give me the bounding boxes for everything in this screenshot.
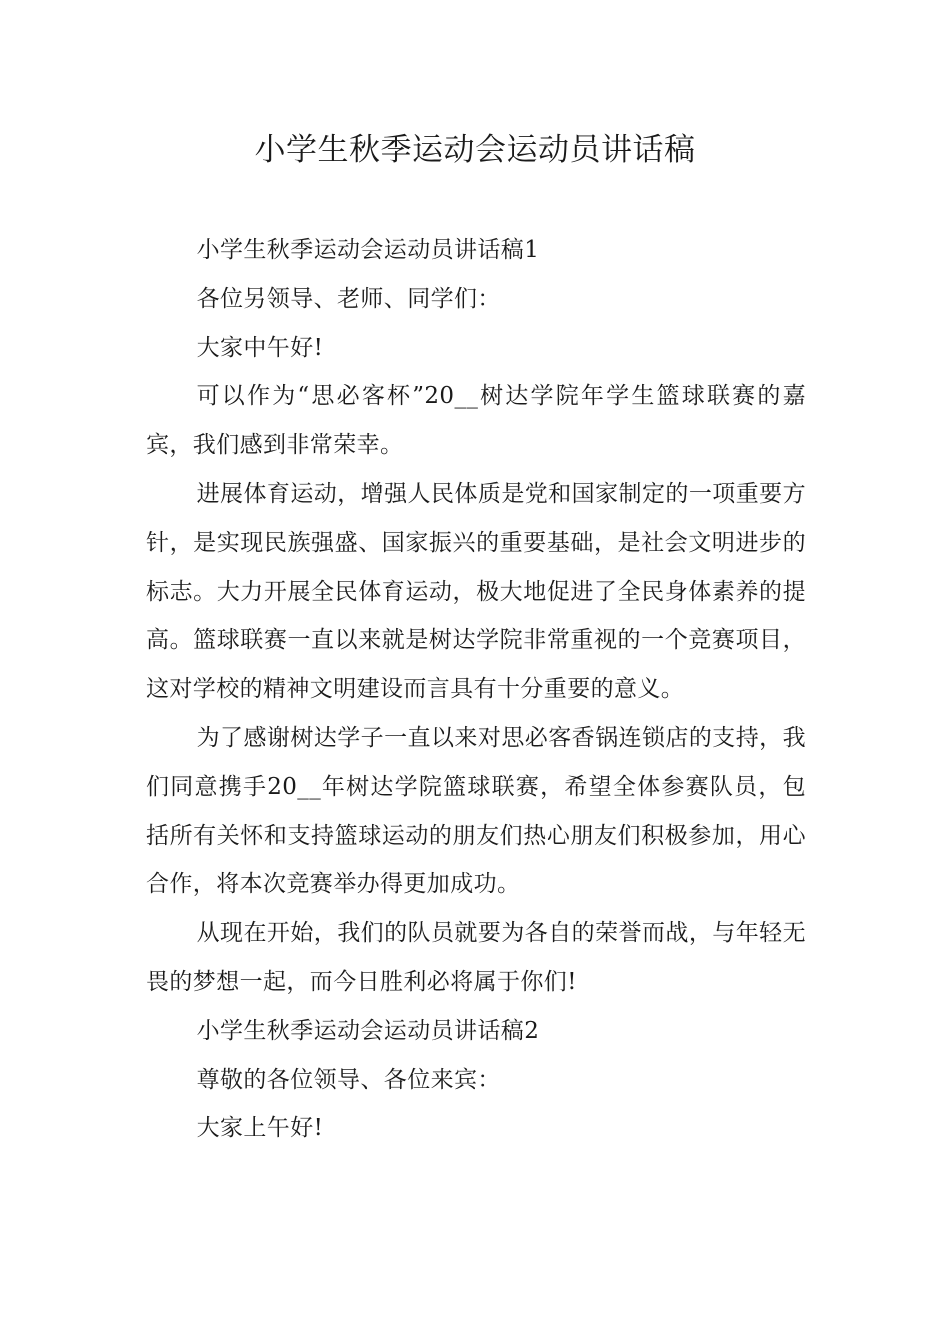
paragraph-body-4: 从现在开始，我们的队员就要为各自的荣誉而战，与年轻无畏的梦想一起，而今日胜利必将属于你们! — [146, 920, 806, 995]
document-title: 小学生秋季运动会运动员讲话稿 — [254, 132, 696, 168]
paragraph-salutation-1: 各位另领导、老师、同学们： — [196, 285, 501, 312]
paragraph-body-1: 可以作为“思必客杯”20__树达学院年学生篮球联赛的嘉宾，我们感到非常荣幸。 — [146, 383, 806, 459]
paragraph-body-3: 为了感谢树达学子一直以来对思必客香锅连锁店的支持，我们同意携手20__年树达学院篮球联赛，希望全体参赛队员，包括所有关怀和支持篮球运动的朋友们热心朋友们积极参加，用心合作，将本次竞赛举办得更加成功。 — [146, 724, 806, 898]
paragraph-section-heading-1: 小学生秋季运动会运动员讲话稿1 — [196, 237, 540, 263]
paragraph-salutation-2: 尊敬的各位领导、各位来宾： — [196, 1066, 501, 1093]
paragraph-greeting-2: 大家上午好! — [196, 1115, 324, 1142]
paragraph-section-heading-2: 小学生秋季运动会运动员讲话稿2 — [196, 1017, 540, 1044]
paragraph-body-2: 进展体育运动，增强人民体质是党和国家制定的一项重要方针，是实现民族强盛、国家振兴的重要基础，是社会文明进步的标志。大力开展全民体育运动，极大地促进了全民身体素养的提高。篮球联赛一直以来就是树达学院非常重视的一个竞赛项目，这对学校的精神文明建设而言具有十分重要的意义。 — [146, 480, 806, 703]
document-body — [146, 226, 806, 1153]
paragraph-greeting-1: 大家中午好! — [196, 334, 324, 361]
